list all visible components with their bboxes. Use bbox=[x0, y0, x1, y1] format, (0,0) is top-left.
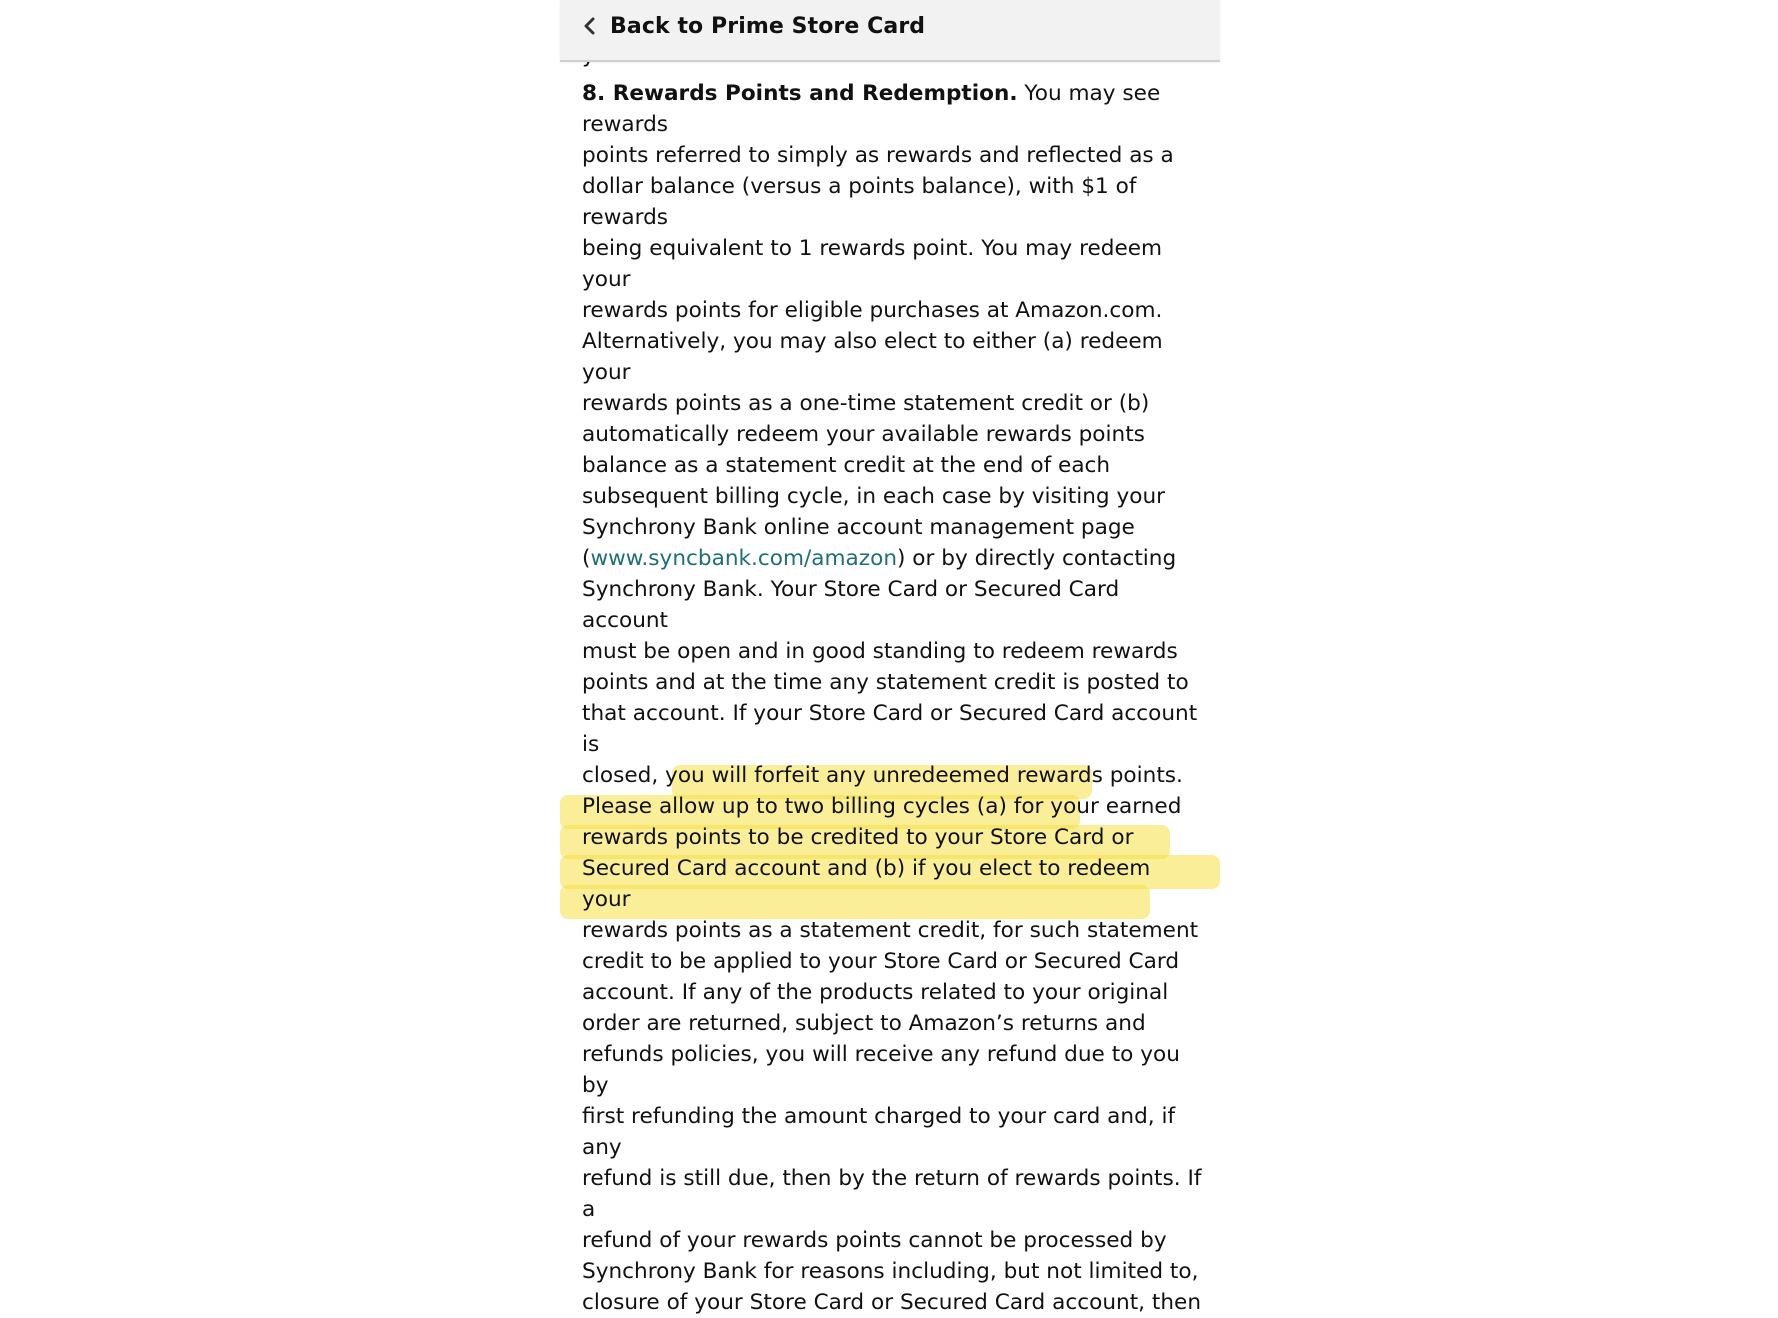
text-line: closure of your Store Card or Secured Card account, then bbox=[582, 1290, 1202, 1315]
back-link-label: Back to Prime Store Card bbox=[610, 13, 926, 39]
text-line: that account. If your Store Card or Secured Card account is bbox=[582, 701, 1198, 757]
text-line: refund is still due, then by the return of rewards points. If a bbox=[582, 1166, 1202, 1222]
text-line: Synchrony Bank. Your Store Card or Secured Card account bbox=[582, 577, 1120, 633]
text-line: rewards points to be credited to your Store Card or bbox=[582, 825, 1134, 850]
text-line: account. If any of the products related to your original bbox=[582, 980, 1169, 1005]
text-line: Alternatively, you may also elect to either (a) redeem your bbox=[582, 329, 1163, 385]
section-heading: 8. Rewards Points and Redemption. bbox=[582, 81, 1018, 106]
text-line: points referred to simply as rewards and reflected as a bbox=[582, 143, 1174, 168]
document-viewer bbox=[560, 0, 1220, 1315]
text-line: automatically redeem your available rewards points bbox=[582, 422, 1145, 447]
text-line: Synchrony Bank for reasons including, but not limited to, bbox=[582, 1259, 1199, 1284]
text-line: Synchrony Bank online account management page bbox=[582, 515, 1135, 540]
back-to-prime-store-card-link[interactable] bbox=[582, 8, 925, 44]
text-line: ( bbox=[582, 546, 591, 571]
text-line: ) or by directly contacting bbox=[897, 546, 1177, 571]
syncbank-amazon-link[interactable]: www.syncbank.com/amazon bbox=[590, 546, 898, 571]
chevron-left-icon bbox=[582, 16, 598, 36]
text-line: points and at the time any statement credit is posted to bbox=[582, 670, 1189, 695]
text-line: first refunding the amount charged to your card and, if any bbox=[582, 1104, 1176, 1160]
text-line: subsequent billing cycle, in each case by visiting your bbox=[582, 484, 1166, 509]
text-line: refund of your rewards points cannot be processed by bbox=[582, 1228, 1167, 1253]
terms-section-8 bbox=[582, 78, 1204, 1318]
text-line: rewards points as a one-time statement credit or (b) bbox=[582, 391, 1150, 416]
text-line: Please allow up to two billing cycles (a) for your earned bbox=[582, 794, 1182, 819]
text-line: being equivalent to 1 rewards point. You may redeem your bbox=[582, 236, 1163, 292]
text-line: balance as a statement credit at the end of each bbox=[582, 453, 1111, 478]
text-line: rewards points as a statement credit, for such statement bbox=[582, 918, 1199, 943]
text-line: You may see rewards bbox=[582, 81, 1161, 137]
text-line: refunds policies, you will receive any refund due to you by bbox=[582, 1042, 1180, 1098]
text-line: dollar balance (versus a points balance), with $1 of rewards bbox=[582, 174, 1137, 230]
text-line: credit to be applied to your Store Card or Secured Card bbox=[582, 949, 1180, 974]
text-line: rewards points for eligible purchases at Amazon.com. bbox=[582, 298, 1163, 323]
text-line: closed, you will forfeit any unredeemed rewards points. bbox=[582, 763, 1183, 788]
text-line: must be open and in good standing to redeem rewards bbox=[582, 639, 1178, 664]
text-line: order are returned, subject to Amazon’s returns and bbox=[582, 1011, 1146, 1036]
text-line: Secured Card account and (b) if you elect to redeem your bbox=[582, 856, 1151, 912]
top-nav-bar bbox=[560, 0, 1220, 62]
